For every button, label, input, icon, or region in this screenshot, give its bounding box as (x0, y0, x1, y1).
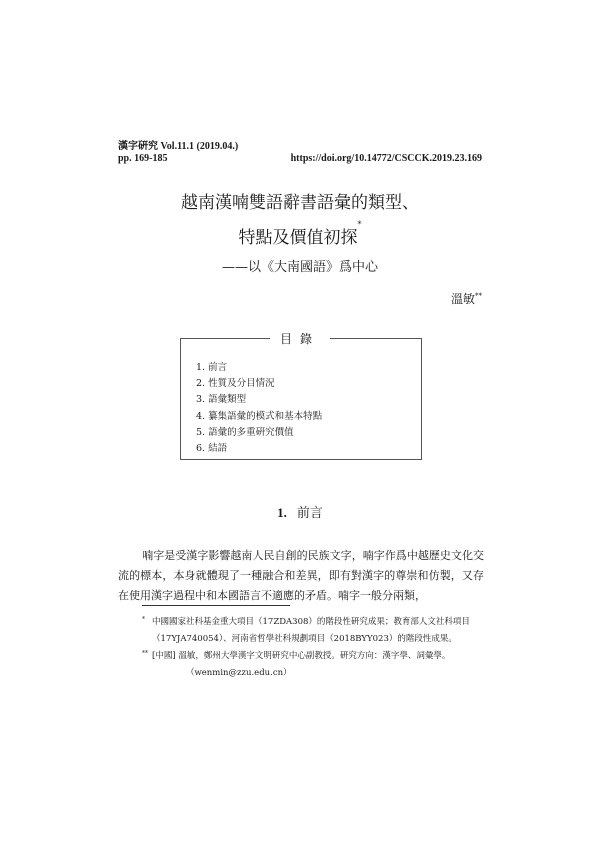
footnote-1 (142, 614, 482, 648)
body-paragraph: 喃字是受漢字影響越南人民自創的民族文字，喃字作爲中越歷史文化交流的標本，本身就體現了一種融合和差異，即有對漢字的尊崇和仿製，又存在使用漢字過程中和本國語言不適應的矛盾。喃字一般分兩類， (118, 549, 484, 602)
toc-item-5[interactable]: 5. 語彙的多重硏究價值 (196, 426, 294, 438)
section-heading (0, 502, 600, 521)
footnote-1-mark: * (142, 616, 145, 623)
footnote-2 (142, 648, 482, 665)
author-name: 溫敏 (450, 292, 475, 306)
author (451, 290, 482, 307)
paper-subtitle: ——以《大南國語》爲中心 (221, 260, 378, 275)
doi-link[interactable]: https://doi.org/10.14772/CSCCK.2019.23.169 (290, 153, 482, 164)
author-footnote-mark[interactable]: ** (475, 292, 482, 300)
footnote-2-mark: ** (142, 650, 148, 657)
toc-item-2[interactable]: 2. 性質及分目情況 (196, 378, 275, 390)
paper-title-line2-text: 特點及價值初探 (238, 228, 358, 248)
journal-meta-row (118, 153, 482, 164)
page-range: pp. 169-185 (118, 153, 168, 164)
toc-title: 目錄 (270, 330, 330, 347)
paper-title-line2 (0, 220, 600, 248)
toc-item-1[interactable]: 1. 前言 (196, 362, 228, 373)
author-email[interactable]: （wenmin@zzu.edu.cn） (186, 668, 292, 678)
toc-item-6[interactable]: 6. 結語 (196, 443, 228, 455)
toc-item-3[interactable]: 3. 語彙類型 (196, 394, 247, 406)
footnotes (142, 614, 482, 682)
toc-list (196, 360, 322, 457)
footnote-2-text: [中國] 溫敏，鄭州大學漢字文明硏究中心副教授。硏究方向：漢字學、詞彙學。 (152, 651, 451, 661)
toc-item-4[interactable]: 4. 纂集語彙的模式和基本特點 (196, 410, 323, 422)
journal-name-volume: 漢字硏究 Vol.11.1 (2019.04.) (118, 141, 239, 152)
section-number: 1. (277, 505, 287, 520)
paper-title-line1: 越南漢喃雙語辭書語彙的類型、 (181, 193, 419, 213)
title-footnote-mark[interactable]: * (357, 220, 362, 229)
section-title: 前言 (296, 506, 323, 521)
footnote-rule (142, 605, 290, 606)
footnote-1-text: 中國國家社科基金重大項目（17ZDA308）的階段性硏究成果；教育部人文社科項目（17YJA740054）、河南省哲學社科規劃項目（2018BYY023）的階段性成果。 (152, 617, 470, 644)
